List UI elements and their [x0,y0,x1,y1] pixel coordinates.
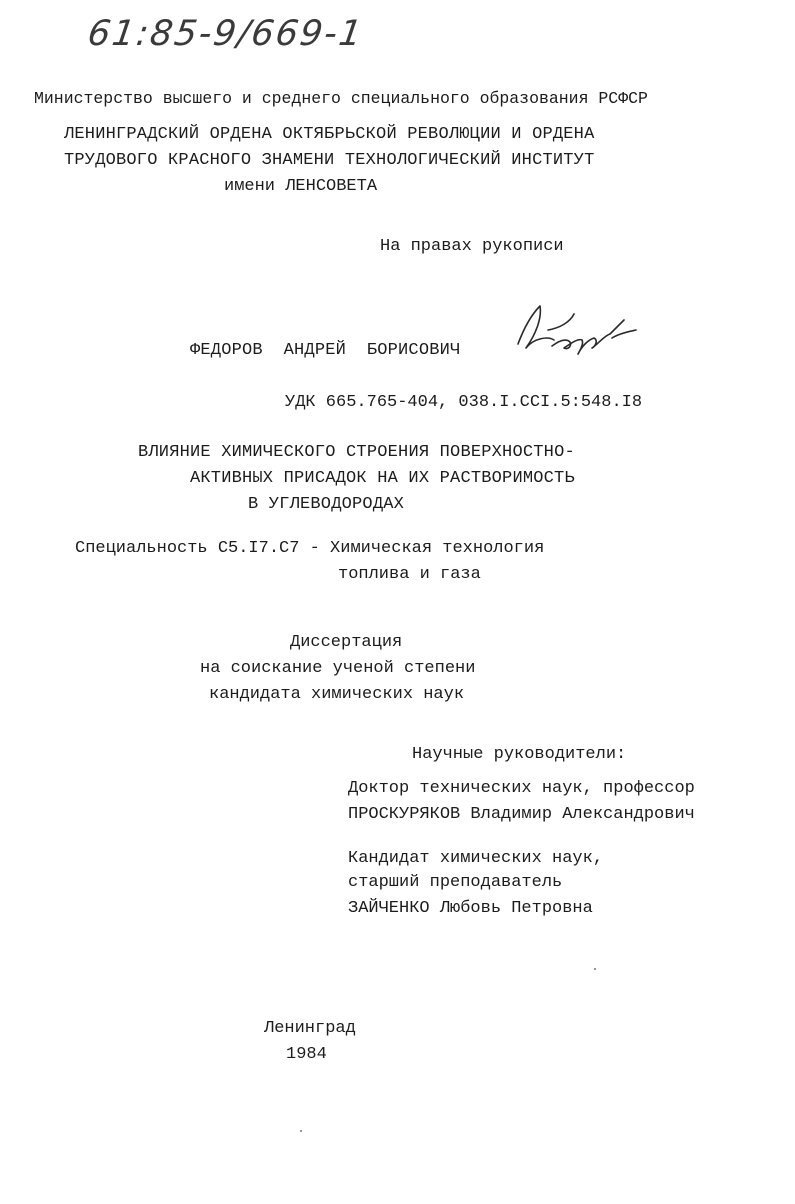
scan-speck [594,968,596,970]
manuscript-rights-note: На правах рукописи [380,237,564,256]
supervisor-1-degree: Доктор технических наук, профессор [348,779,695,798]
supervisor-2-name: ЗАЙЧЕНКО Любовь Петровна [348,899,593,918]
thesis-title-line-2: АКТИВНЫХ ПРИСАДОК НА ИХ РАСТВОРИМОСТЬ [190,469,575,488]
supervisor-2-position: старший преподаватель [348,873,563,892]
degree-line-2: кандидата химических наук [209,685,465,704]
supervisors-heading: Научные руководители: [412,745,627,764]
ministry-line: Министерство высшего и среднего специального образования РСФСР [34,89,648,108]
thesis-title-line-1: ВЛИЯНИЕ ХИМИЧЕСКОГО СТРОЕНИЯ ПОВЕРХНОСТНО- [138,443,575,462]
scan-speck [300,1130,302,1132]
supervisor-2-degree: Кандидат химических наук, [348,849,604,868]
institute-line-3: имени ЛЕНСОВЕТА [224,177,378,196]
thesis-title-line-3: В УГЛЕВОДОРОДАХ [248,495,405,514]
institute-line-2: ТРУДОВОГО КРАСНОГО ЗНАМЕНИ ТЕХНОЛОГИЧЕСКИЙ ИНСТИТУТ [64,151,595,170]
thesis-type: Диссертация [290,633,403,652]
year: 1984 [286,1045,327,1064]
inventory-number: 61:85-9/669-1 [85,14,367,54]
degree-line-1: на соискание ученой степени [200,659,476,678]
author-name: ФЕДОРОВ АНДРЕЙ БОРИСОВИЧ [190,341,461,360]
supervisor-1-name: ПРОСКУРЯКОВ Владимир Александрович [348,805,695,824]
city: Ленинград [264,1019,356,1038]
author-signature [512,300,642,362]
specialty-line-1: Специальность С5.I7.С7 - Химическая технология [75,539,545,558]
udc-code: УДК 665.765-404, 038.I.CCI.5:548.I8 [285,393,643,412]
specialty-line-2: топлива и газа [338,565,481,584]
institute-line-1: ЛЕНИНГРАДСКИЙ ОРДЕНА ОКТЯБРЬСКОЙ РЕВОЛЮЦИИ И ОРДЕНА [64,125,595,144]
